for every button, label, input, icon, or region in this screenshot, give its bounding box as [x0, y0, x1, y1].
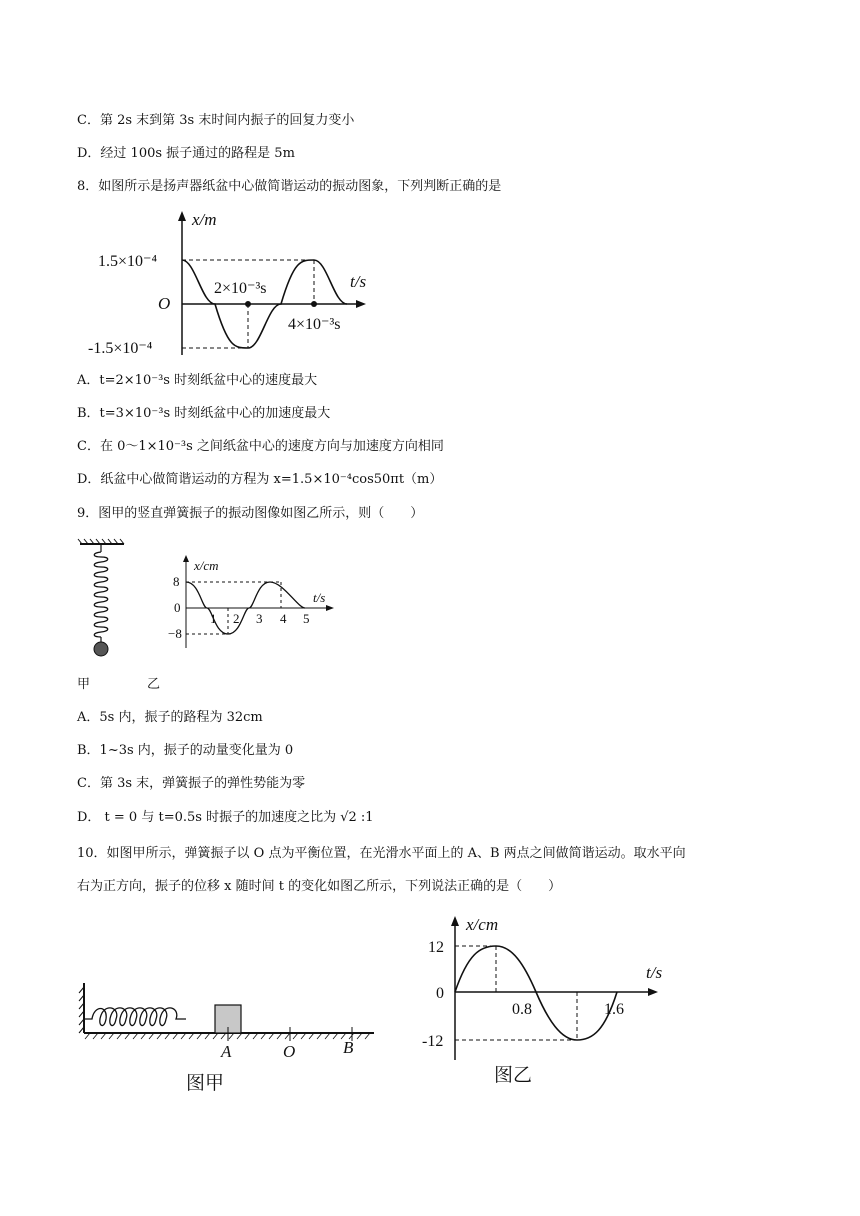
- q10-ytick-0: 0: [436, 985, 444, 1002]
- q9-caption-yi: 乙: [147, 677, 161, 692]
- q9-displacement-graph: [168, 552, 338, 652]
- q8-option-b: B．t=3×10⁻³s 时刻纸盆中心的加速度最大: [77, 406, 331, 421]
- q9-caption-jia: 甲: [77, 677, 91, 692]
- q10-spring: [84, 1008, 186, 1026]
- q10-label-b: B: [343, 1038, 354, 1057]
- q9-y-label: x/cm: [194, 558, 219, 573]
- q8-option-a: A．t=2×10⁻³s 时刻纸盆中心的速度最大: [77, 373, 318, 388]
- q10-ytick-neg12: -12: [422, 1033, 444, 1050]
- q8-option-d: D．纸盆中心做简谐运动的方程为 x=1.5×10⁻⁴cos50πt（m）: [77, 472, 443, 487]
- q9-option-b: B．1~3s 内，振子的动量变化量为 0: [77, 743, 294, 758]
- q10-caption-yi: 图乙: [494, 1065, 533, 1086]
- q9-xtick-2: 2: [233, 611, 240, 626]
- q8-label-2ms: 2×10⁻³s: [214, 280, 267, 297]
- q9-ytick-neg8: −8: [168, 626, 182, 641]
- q10-stem-line2: 右为正方向，振子的位移 x 随时间 t 的变化如图乙所示，下列说法正确的是（ ）: [77, 879, 562, 894]
- q9-xtick-4: 4: [280, 611, 287, 626]
- q10-ytick-12: 12: [428, 939, 444, 956]
- q9-fig-spring-oscillator: [76, 538, 136, 662]
- q10-sine-curve: [455, 946, 617, 1040]
- q9-option-c: C．第 3s 末，弹簧振子的弹性势能为零: [77, 776, 306, 791]
- q8-origin-label: O: [158, 294, 171, 313]
- q8-vibration-graph: [80, 205, 380, 365]
- q8-point-4ms: [311, 301, 317, 307]
- q10-label-o: O: [283, 1042, 296, 1061]
- q10-xtick-0.8: 0.8: [512, 1001, 532, 1018]
- q8-ytick-top: 1.5×10⁻⁴: [98, 253, 158, 270]
- q9-ytick-0: 0: [174, 600, 181, 615]
- q8-ytick-bottom: -1.5×10⁻⁴: [88, 340, 153, 357]
- q9-xtick-3: 3: [256, 611, 263, 626]
- q10-stem-line1: 10．如图甲所示，弹簧振子以 O 点为平衡位置，在光滑水平面上的 A、B 两点之间做简谐运动。取水平向: [77, 846, 686, 861]
- q9-option-a: A．5s 内，振子的路程为 32cm: [77, 710, 263, 725]
- q8-option-c: C．在 0～1×10⁻³s 之间纸盆中心的速度方向与加速度方向相同: [77, 439, 444, 454]
- q7-option-d: D．经过 100s 振子通过的路程是 5m: [77, 146, 295, 161]
- q8-y-axis-arrow: [178, 211, 186, 221]
- q9-spring: [94, 552, 108, 637]
- q9-ytick-8: 8: [173, 574, 180, 589]
- q9-ball: [94, 642, 108, 656]
- q10-fig-jia: [78, 975, 378, 1095]
- q9-x-label: t/s: [313, 590, 326, 605]
- q10-x-label: t/s: [646, 963, 663, 982]
- q10-label-a: A: [221, 1042, 232, 1061]
- q8-label-4ms: 4×10⁻³s: [288, 316, 341, 333]
- q8-x-label: t/s: [350, 272, 367, 291]
- q8-stem: 8．如图所示是扬声器纸盆中心做简谐运动的振动图象，下列判断正确的是: [77, 179, 502, 194]
- q9-xtick-1: 1: [210, 611, 217, 626]
- q10-fig-yi-graph: [420, 910, 690, 1095]
- q8-point-2ms: [245, 301, 251, 307]
- q10-y-label: x/cm: [466, 915, 499, 934]
- q9-stem: 9．图甲的竖直弹簧振子的振动图像如图乙所示，则（ ）: [77, 506, 424, 521]
- q8-x-axis-arrow: [356, 300, 366, 308]
- q7-option-c: C．第 2s 末到第 3s 末时间内振子的回复力变小: [77, 113, 355, 128]
- q10-caption-jia: 图甲: [186, 1073, 225, 1094]
- q9-option-d: D． t = 0 与 t=0.5s 时振子的加速度之比为 √2 :1: [77, 810, 374, 825]
- q9-xtick-5: 5: [303, 611, 310, 626]
- q10-xtick-1.6: 1.6: [604, 1001, 624, 1018]
- q8-y-label: x/m: [192, 210, 217, 229]
